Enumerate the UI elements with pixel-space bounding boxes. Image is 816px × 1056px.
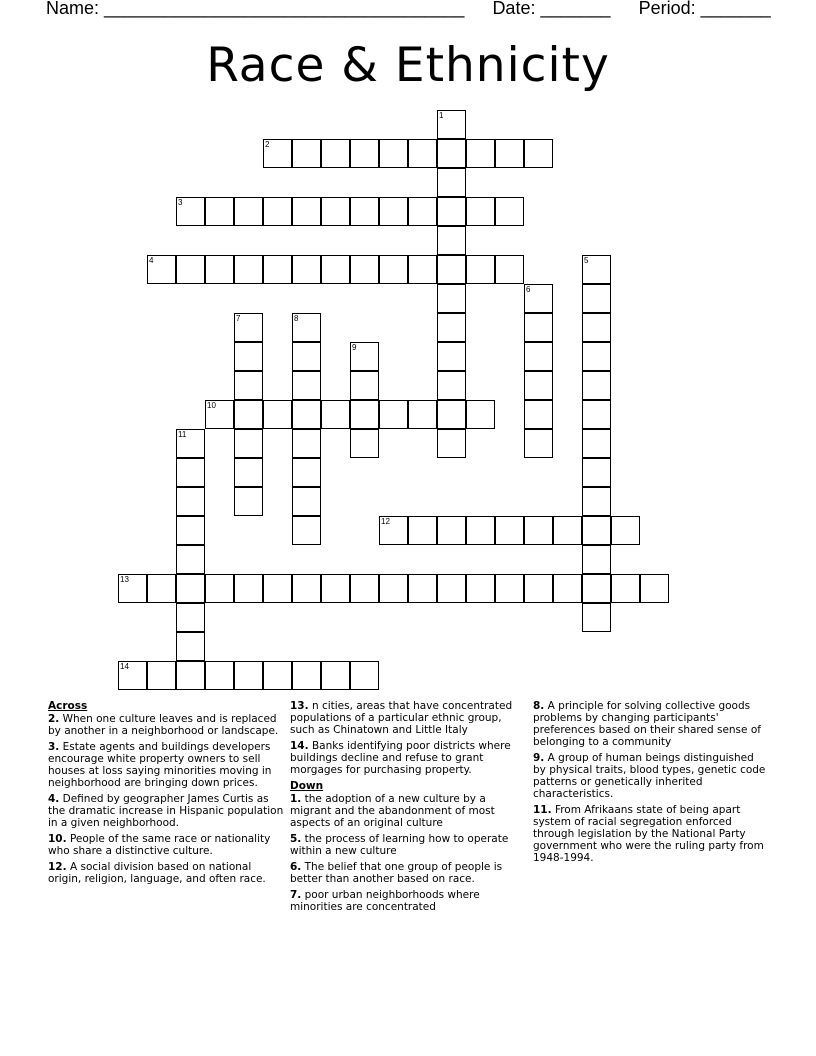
grid-cell[interactable] bbox=[321, 197, 350, 226]
grid-cell[interactable] bbox=[582, 487, 611, 516]
clue-number: 1 bbox=[439, 111, 444, 120]
clue-item-text: A social division based on national origin, religion, language, and often race. bbox=[48, 861, 266, 885]
grid-cell[interactable] bbox=[350, 371, 379, 400]
grid-cell[interactable] bbox=[176, 255, 205, 284]
grid-cell[interactable] bbox=[611, 516, 640, 545]
clue-item-text: the process of learning how to operate within a new culture bbox=[290, 833, 509, 857]
clue-number: 2 bbox=[265, 140, 270, 149]
clue-item-number: 14. bbox=[290, 740, 309, 752]
clue-item-number: 1. bbox=[290, 793, 302, 805]
grid-cell[interactable] bbox=[263, 139, 292, 168]
grid-cell[interactable] bbox=[466, 197, 495, 226]
grid-cell[interactable] bbox=[582, 313, 611, 342]
grid-cell[interactable] bbox=[234, 487, 263, 516]
grid-cell[interactable] bbox=[263, 661, 292, 690]
grid-cell[interactable] bbox=[408, 197, 437, 226]
clue-item bbox=[48, 861, 284, 885]
grid-cell[interactable] bbox=[437, 313, 466, 342]
clue-item-text: Defined by geographer James Curtis as the dramatic increase in Hispanic population in a given neighborhood. bbox=[48, 793, 284, 829]
clue-column-1 bbox=[48, 700, 284, 889]
clue-item-number: 6. bbox=[290, 861, 302, 873]
grid-cell[interactable] bbox=[321, 661, 350, 690]
grid-cell[interactable] bbox=[466, 255, 495, 284]
grid-cell[interactable] bbox=[582, 545, 611, 574]
clue-column-2 bbox=[290, 700, 526, 917]
clue-number: 4 bbox=[149, 256, 154, 265]
clue-number: 3 bbox=[178, 198, 183, 207]
grid-cell[interactable] bbox=[582, 574, 611, 603]
grid-cell[interactable] bbox=[205, 661, 234, 690]
name-field-label: Name: ____________________________________ bbox=[46, 0, 465, 18]
grid-cell[interactable] bbox=[408, 574, 437, 603]
grid-cell[interactable] bbox=[234, 574, 263, 603]
grid-cell[interactable] bbox=[582, 429, 611, 458]
grid-cell[interactable] bbox=[611, 574, 640, 603]
grid-cell[interactable] bbox=[437, 574, 466, 603]
clue-number: 11 bbox=[178, 430, 187, 439]
grid-cell[interactable] bbox=[176, 516, 205, 545]
grid-cell[interactable] bbox=[350, 429, 379, 458]
grid-cell[interactable] bbox=[176, 661, 205, 690]
clue-column-3 bbox=[533, 700, 769, 868]
grid-cell[interactable] bbox=[524, 342, 553, 371]
grid-cell[interactable] bbox=[234, 313, 263, 342]
grid-cell[interactable] bbox=[292, 400, 321, 429]
grid-cell[interactable] bbox=[524, 139, 553, 168]
grid-cell[interactable] bbox=[176, 603, 205, 632]
grid-cell[interactable] bbox=[321, 139, 350, 168]
grid-cell[interactable] bbox=[495, 516, 524, 545]
grid-cell[interactable] bbox=[553, 516, 582, 545]
grid-cell[interactable] bbox=[350, 400, 379, 429]
grid-cell[interactable] bbox=[495, 574, 524, 603]
clue-number: 8 bbox=[294, 314, 299, 323]
grid-cell[interactable] bbox=[292, 342, 321, 371]
clue-item bbox=[290, 889, 526, 913]
grid-cell[interactable] bbox=[466, 400, 495, 429]
grid-cell[interactable] bbox=[118, 574, 147, 603]
date-field-label: Date: _______ bbox=[492, 0, 611, 18]
grid-cell[interactable] bbox=[408, 516, 437, 545]
grid-cell[interactable] bbox=[379, 197, 408, 226]
clue-item-number: 9. bbox=[533, 752, 545, 764]
grid-cell[interactable] bbox=[524, 516, 553, 545]
grid-cell[interactable] bbox=[437, 429, 466, 458]
grid-cell[interactable] bbox=[350, 197, 379, 226]
clue-number: 13 bbox=[120, 575, 129, 584]
grid-cell[interactable] bbox=[292, 487, 321, 516]
clue-item-number: 8. bbox=[533, 700, 545, 712]
grid-cell[interactable] bbox=[147, 255, 176, 284]
grid-cell[interactable] bbox=[176, 458, 205, 487]
clue-item bbox=[48, 793, 284, 829]
grid-cell[interactable] bbox=[234, 197, 263, 226]
clue-item-text: From Afrikaans state of being apart system of racial segregation enforced through legislation by the National Party government who were the ruling party from 1948-1994. bbox=[533, 804, 764, 864]
grid-cell[interactable] bbox=[205, 255, 234, 284]
grid-cell[interactable] bbox=[524, 284, 553, 313]
clue-item bbox=[290, 740, 526, 776]
grid-cell[interactable] bbox=[379, 574, 408, 603]
grid-cell[interactable] bbox=[379, 400, 408, 429]
grid-cell[interactable] bbox=[437, 226, 466, 255]
grid-cell[interactable] bbox=[176, 545, 205, 574]
grid-cell[interactable] bbox=[582, 603, 611, 632]
clue-item bbox=[290, 833, 526, 857]
grid-cell[interactable] bbox=[640, 574, 669, 603]
grid-cell[interactable] bbox=[118, 661, 147, 690]
grid-cell[interactable] bbox=[524, 371, 553, 400]
grid-cell[interactable] bbox=[234, 458, 263, 487]
grid-cell[interactable] bbox=[582, 342, 611, 371]
clue-item bbox=[290, 700, 526, 736]
grid-cell[interactable] bbox=[408, 255, 437, 284]
clue-item-text: When one culture leaves and is replaced by another in a neighborhood or landscape. bbox=[48, 713, 279, 737]
period-field-label: Period: _______ bbox=[638, 0, 771, 18]
clue-item bbox=[290, 861, 526, 885]
clue-item-text: n cities, areas that have concentrated populations of a particular ethnic group, such as Chinatown and Little Italy bbox=[290, 700, 513, 736]
grid-cell[interactable] bbox=[524, 400, 553, 429]
grid-cell[interactable] bbox=[379, 139, 408, 168]
grid-cell[interactable] bbox=[321, 574, 350, 603]
grid-cell[interactable] bbox=[466, 574, 495, 603]
grid-cell[interactable] bbox=[582, 400, 611, 429]
grid-cell[interactable] bbox=[321, 255, 350, 284]
grid-cell[interactable] bbox=[292, 661, 321, 690]
grid-cell[interactable] bbox=[263, 197, 292, 226]
grid-cell[interactable] bbox=[147, 574, 176, 603]
clue-number: 10 bbox=[207, 401, 216, 410]
grid-cell[interactable] bbox=[437, 255, 466, 284]
grid-cell[interactable] bbox=[350, 342, 379, 371]
grid-cell[interactable] bbox=[582, 458, 611, 487]
clue-number: 6 bbox=[526, 285, 531, 294]
grid-cell[interactable] bbox=[292, 574, 321, 603]
grid-cell[interactable] bbox=[553, 574, 582, 603]
grid-cell[interactable] bbox=[437, 168, 466, 197]
clue-item-number: 7. bbox=[290, 889, 302, 901]
clue-item bbox=[533, 700, 769, 748]
clue-number: 5 bbox=[584, 256, 589, 265]
grid-cell[interactable] bbox=[292, 371, 321, 400]
clue-item bbox=[533, 804, 769, 864]
grid-cell[interactable] bbox=[234, 255, 263, 284]
grid-cell[interactable] bbox=[176, 197, 205, 226]
grid-cell[interactable] bbox=[437, 197, 466, 226]
grid-cell[interactable] bbox=[234, 400, 263, 429]
clue-number: 9 bbox=[352, 343, 357, 352]
grid-cell[interactable] bbox=[350, 661, 379, 690]
grid-cell[interactable] bbox=[263, 400, 292, 429]
grid-cell[interactable] bbox=[408, 139, 437, 168]
grid-cell[interactable] bbox=[495, 197, 524, 226]
clue-number: 12 bbox=[381, 517, 390, 526]
clue-item-number: 4. bbox=[48, 793, 60, 805]
grid-cell[interactable] bbox=[582, 516, 611, 545]
clue-item-number: 10. bbox=[48, 833, 67, 845]
grid-cell[interactable] bbox=[205, 400, 234, 429]
grid-cell[interactable] bbox=[466, 139, 495, 168]
grid-cell[interactable] bbox=[147, 661, 176, 690]
grid-cell[interactable] bbox=[292, 197, 321, 226]
grid-cell[interactable] bbox=[582, 284, 611, 313]
clue-item-number: 5. bbox=[290, 833, 302, 845]
clue-section-heading: Across bbox=[48, 700, 88, 712]
clue-item bbox=[533, 752, 769, 800]
grid-cell[interactable] bbox=[379, 516, 408, 545]
grid-cell[interactable] bbox=[234, 429, 263, 458]
clue-item-text: Banks identifying poor districts where buildings decline and refuse to grant morgages for purchasing property. bbox=[290, 740, 511, 776]
clue-item bbox=[290, 793, 526, 829]
grid-cell[interactable] bbox=[205, 197, 234, 226]
clue-item-text: The belief that one group of people is better than another based on race. bbox=[290, 861, 503, 885]
grid-cell[interactable] bbox=[234, 371, 263, 400]
grid-cell[interactable] bbox=[437, 284, 466, 313]
grid-cell[interactable] bbox=[350, 139, 379, 168]
grid-cell[interactable] bbox=[524, 313, 553, 342]
grid-cell[interactable] bbox=[437, 110, 466, 139]
grid-cell[interactable] bbox=[437, 400, 466, 429]
clue-item-text: the adoption of a new culture by a migrant and the abandonment of most aspects of an original culture bbox=[290, 793, 495, 829]
grid-cell[interactable] bbox=[495, 255, 524, 284]
clue-number: 14 bbox=[120, 662, 129, 671]
grid-cell[interactable] bbox=[263, 574, 292, 603]
clue-item-text: People of the same race or nationality who share a distinctive culture. bbox=[48, 833, 271, 857]
clue-section-heading: Down bbox=[290, 780, 324, 792]
grid-cell[interactable] bbox=[582, 371, 611, 400]
grid-cell[interactable] bbox=[350, 255, 379, 284]
grid-cell[interactable] bbox=[205, 574, 234, 603]
grid-cell[interactable] bbox=[292, 458, 321, 487]
grid-cell[interactable] bbox=[234, 342, 263, 371]
grid-cell[interactable] bbox=[234, 661, 263, 690]
grid-cell[interactable] bbox=[292, 313, 321, 342]
clue-item-text: A group of human beings distinguished by physical traits, blood types, genetic code patterns or genetically inherited characteristics. bbox=[533, 752, 766, 800]
clue-item bbox=[48, 741, 284, 789]
puzzle-title: Race & Ethnicity bbox=[206, 38, 610, 93]
grid-cell[interactable] bbox=[437, 139, 466, 168]
clue-item-number: 13. bbox=[290, 700, 309, 712]
grid-cell[interactable] bbox=[524, 429, 553, 458]
clue-number: 7 bbox=[236, 314, 241, 323]
grid-cell[interactable] bbox=[582, 255, 611, 284]
grid-cell[interactable] bbox=[408, 400, 437, 429]
grid-cell[interactable] bbox=[292, 255, 321, 284]
grid-cell[interactable] bbox=[176, 487, 205, 516]
grid-cell[interactable] bbox=[466, 516, 495, 545]
clue-item-number: 11. bbox=[533, 804, 552, 816]
grid-cell[interactable] bbox=[176, 429, 205, 458]
clue-item-number: 2. bbox=[48, 713, 60, 725]
grid-cell[interactable] bbox=[437, 342, 466, 371]
grid-cell[interactable] bbox=[176, 574, 205, 603]
grid-cell[interactable] bbox=[292, 429, 321, 458]
clue-item-text: A principle for solving collective goods problems by changing participants' preferences based on their shared sense of belonging to a community bbox=[533, 700, 761, 748]
grid-cell[interactable] bbox=[292, 516, 321, 545]
clue-item-text: poor urban neighborhoods where minorities are concentrated bbox=[290, 889, 480, 913]
clue-item-number: 3. bbox=[48, 741, 60, 753]
grid-cell[interactable] bbox=[292, 139, 321, 168]
clue-item bbox=[48, 713, 284, 737]
grid-cell[interactable] bbox=[524, 574, 553, 603]
grid-cell[interactable] bbox=[495, 139, 524, 168]
grid-cell[interactable] bbox=[350, 574, 379, 603]
grid-cell[interactable] bbox=[263, 255, 292, 284]
grid-cell[interactable] bbox=[321, 400, 350, 429]
grid-cell[interactable] bbox=[379, 255, 408, 284]
clue-item-number: 12. bbox=[48, 861, 67, 873]
grid-cell[interactable] bbox=[176, 632, 205, 661]
clue-item-text: Estate agents and buildings developers encourage white property owners to sell houses at loss saying minorities moving in neighborhood are bringing down prices. bbox=[48, 741, 272, 789]
clue-item bbox=[48, 833, 284, 857]
grid-cell[interactable] bbox=[437, 516, 466, 545]
grid-cell[interactable] bbox=[437, 371, 466, 400]
